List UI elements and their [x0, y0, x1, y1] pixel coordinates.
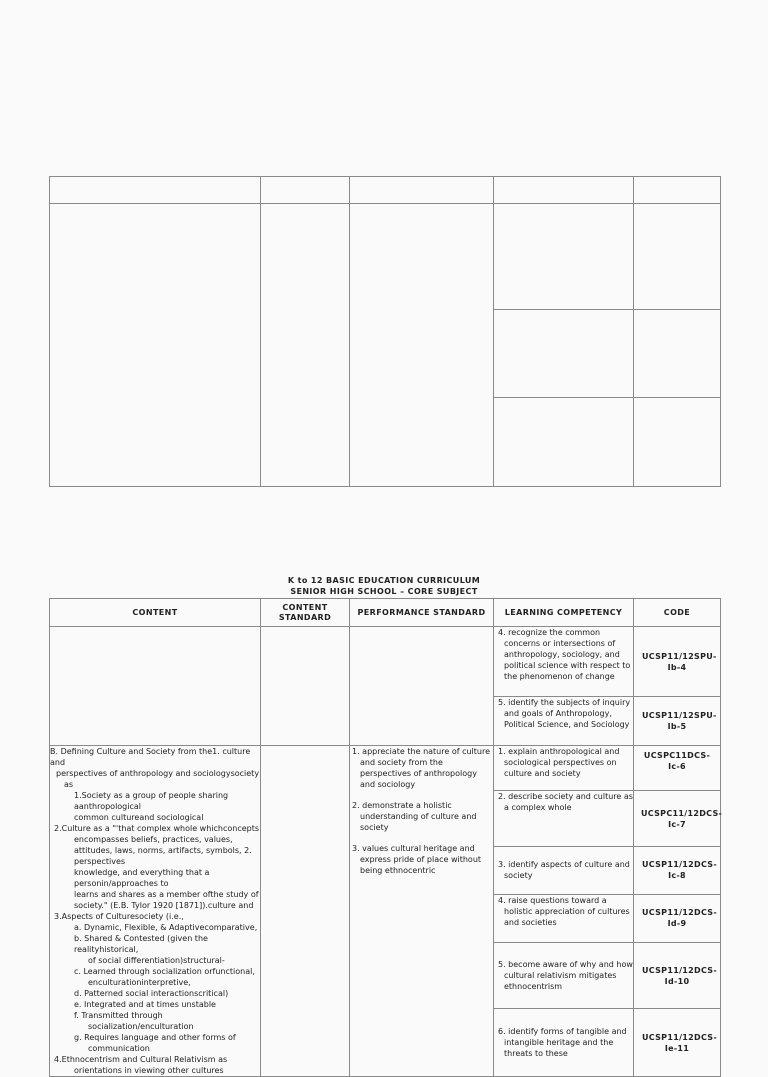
code-text: UCSP11/12DCS-Ic-8	[642, 860, 717, 881]
competency-cell: 3. identify aspects of culture and society	[494, 847, 634, 894]
col-header-code: CODE	[634, 599, 721, 627]
table-row	[50, 627, 721, 697]
code-text: UCSP11/12DCS-Ie-11	[642, 1032, 717, 1053]
col-header-content-standard	[261, 599, 350, 627]
code-cell	[634, 627, 721, 697]
code-text: UCSP11/12SPU-Ib-4	[642, 651, 717, 672]
content-cell-b: B. Defining Culture and Society from the1. culture and perspectives of anthropology and sociologysociety as 1.Society as a group of people sharing aanthropological common cultureand sociological 2.Culture as a "'that complex whole whichconcepts encompasses beliefs, practices, values, attitudes, laws, norms, artifacts, symbols, 2. perspectives knowledge, and everything that a personin/approaches to learns and shares as a member ofthe study of society." (E.B. Tylor 1920 [1871]).culture and 3.Aspects of Culturesociety (i.e., a. Dynamic, Flexible, & Adaptivecomparative, b. Shared & Contested (given the realityhistorical, of social differentiation)structural- c. Learned through socialization orfunctional, enculturationinterpretive, d. Patterned social interactionscritical) e. Integrated and at times unstable f. Transmitted through socialization/enculturation g. Requires language and other forms of communication 4.Ethnocentrism and Cultural Relativism as orientations in viewing other cultures	[50, 747, 260, 1075]
blank-header-row	[50, 177, 721, 204]
blank-row	[50, 204, 721, 310]
competency-cell: 6. identify forms of tangible and intangible heritage and the threats to these	[494, 1009, 634, 1077]
curriculum-title: K to 12 BASIC EDUCATION CURRICULUM	[287, 576, 481, 585]
col-header-content: CONTENT	[50, 599, 261, 627]
col-header-learning-competency: LEARNING COMPETENCY	[494, 599, 634, 627]
code-text: UCSP11/12DCS-Id-10	[642, 965, 717, 986]
column-header-row	[50, 599, 721, 627]
content-cell-a	[50, 627, 261, 746]
content-standard-cell-a	[261, 627, 350, 746]
curriculum-table	[49, 598, 721, 1077]
code-cell	[634, 894, 721, 942]
competency-cell: 4. recognize the common concerns or intersections of anthropology, sociology, and political science with respect to the phenomenon of change	[494, 627, 634, 697]
code-cell	[634, 697, 721, 746]
code-text: UCSPC11DCS-Ic-6	[643, 751, 711, 771]
content-standard-cell-b	[261, 746, 350, 1077]
competency-cell: 4. raise questions toward a holistic appreciation of cultures and societies	[494, 894, 634, 942]
competency-cell: 5. identify the subjects of inquiry and goals of Anthropology, Political Science, and Sociology	[494, 697, 634, 746]
code-text: UCSP11/12DCS-Id-9	[642, 908, 717, 929]
table-row	[50, 746, 721, 791]
code-cell	[634, 746, 721, 791]
code-text: UCSPC11/12DCS-Ic-7	[641, 808, 723, 829]
curriculum-subtitle: SENIOR HIGH SCHOOL – CORE SUBJECT	[290, 587, 478, 596]
code-cell	[634, 847, 721, 894]
competency-cell: 5. become aware of why and how cultural relativism mitigates ethnocentrism	[494, 943, 634, 1009]
code-cell	[634, 791, 721, 847]
competency-cell: 2. describe society and culture as a complex whole	[494, 791, 634, 847]
performance-cell-b: 1. appreciate the nature of culture and society from the perspectives of anthropology and sociology 2. demonstrate a holistic understanding of culture and society 3. values cultural heritage and express pride of place without being ethnocentric	[350, 746, 494, 1077]
col-header-performance-standard: PERFORMANCE STANDARD	[350, 599, 494, 627]
competency-cell: 1. explain anthropological and sociological perspectives on culture and society	[494, 746, 634, 791]
code-cell	[634, 1009, 721, 1077]
col-header-content-standard-label: CONTENT STANDARD	[278, 603, 332, 622]
code-cell	[634, 943, 721, 1009]
code-text: UCSP11/12SPU-Ib-5	[642, 711, 717, 731]
performance-cell-a	[350, 627, 494, 746]
blank-table	[49, 176, 721, 487]
